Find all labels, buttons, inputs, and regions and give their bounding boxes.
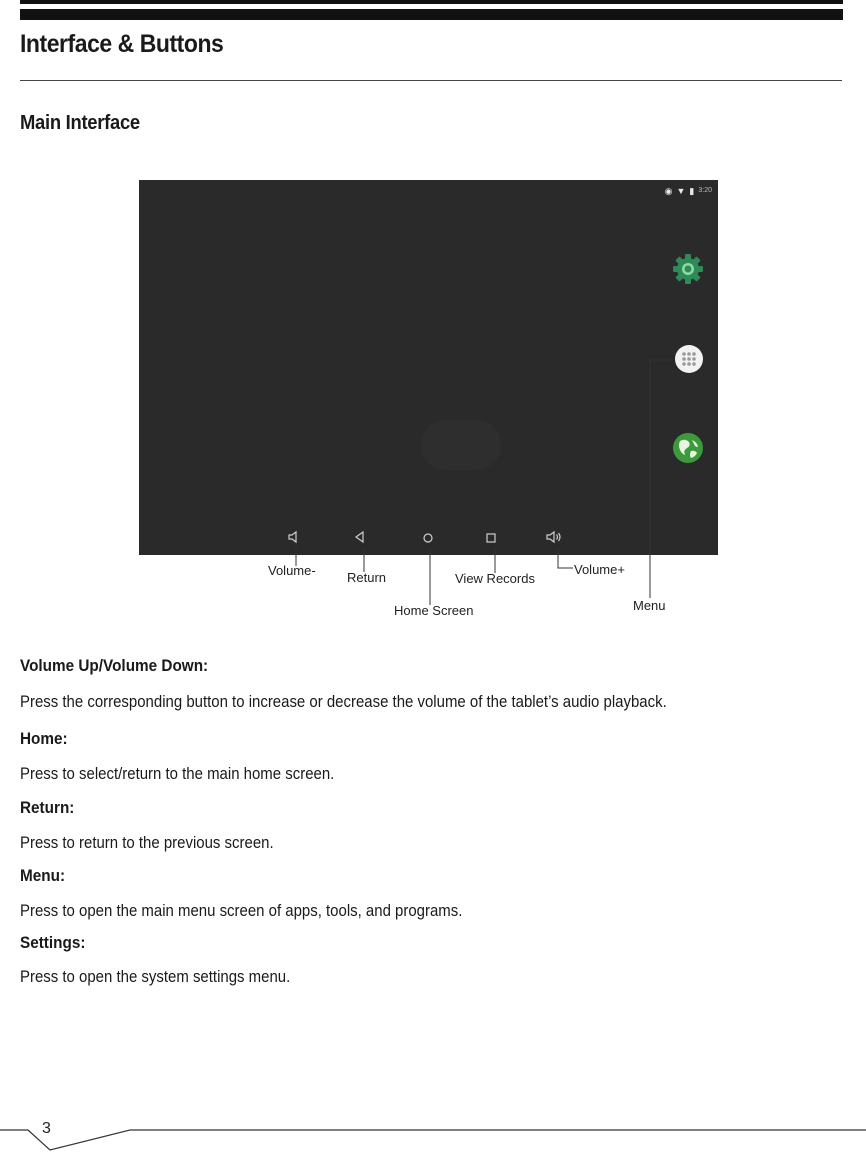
page-number: 3 — [42, 1120, 51, 1137]
page-title: Interface & Buttons — [20, 30, 224, 58]
text-return: Press to return to the previous screen. — [20, 833, 274, 852]
heading-menu: Menu: — [20, 866, 66, 885]
settings-gear-icon[interactable] — [671, 252, 705, 286]
callout-menu: Menu — [633, 598, 666, 613]
status-clock: 3:20 — [698, 187, 712, 194]
app-drawer-icon[interactable] — [672, 342, 706, 376]
home-icon[interactable] — [420, 530, 436, 546]
alarm-icon: ◉ — [664, 186, 673, 196]
tablet-screen — [139, 180, 718, 555]
recents-icon[interactable] — [483, 530, 499, 546]
callout-volume-down: Volume- — [268, 563, 316, 578]
footer-rule — [0, 1118, 866, 1152]
battery-icon: ▮ — [689, 186, 695, 196]
text-volume: Press the corresponding button to increase or decrease the volume of the tablet’s audio playback. — [20, 692, 667, 711]
volume-up-icon[interactable] — [546, 529, 562, 545]
section-title: Main Interface — [20, 112, 140, 134]
callout-home-screen: Home Screen — [394, 603, 474, 618]
text-menu: Press to open the main menu screen of apps, tools, and programs. — [20, 901, 463, 920]
heading-volume: Volume Up/Volume Down: — [20, 656, 209, 675]
title-divider — [20, 80, 842, 81]
browser-globe-icon[interactable] — [671, 431, 705, 465]
back-icon[interactable] — [352, 529, 368, 545]
status-bar — [665, 184, 712, 198]
wallpaper-logo — [421, 420, 501, 470]
header-rule-thin — [20, 0, 843, 4]
heading-home: Home: — [20, 729, 68, 748]
heading-settings: Settings: — [20, 933, 86, 952]
heading-return: Return: — [20, 798, 75, 817]
callout-volume-up: Volume+ — [574, 562, 625, 577]
wifi-icon: ▼ — [676, 186, 686, 196]
text-settings: Press to open the system settings menu. — [20, 967, 291, 986]
volume-down-icon[interactable] — [287, 529, 303, 545]
callout-view-records: View Records — [455, 571, 535, 586]
text-home: Press to select/return to the main home screen. — [20, 764, 335, 783]
callout-return: Return — [347, 570, 387, 585]
header-rule-thick — [20, 9, 843, 20]
